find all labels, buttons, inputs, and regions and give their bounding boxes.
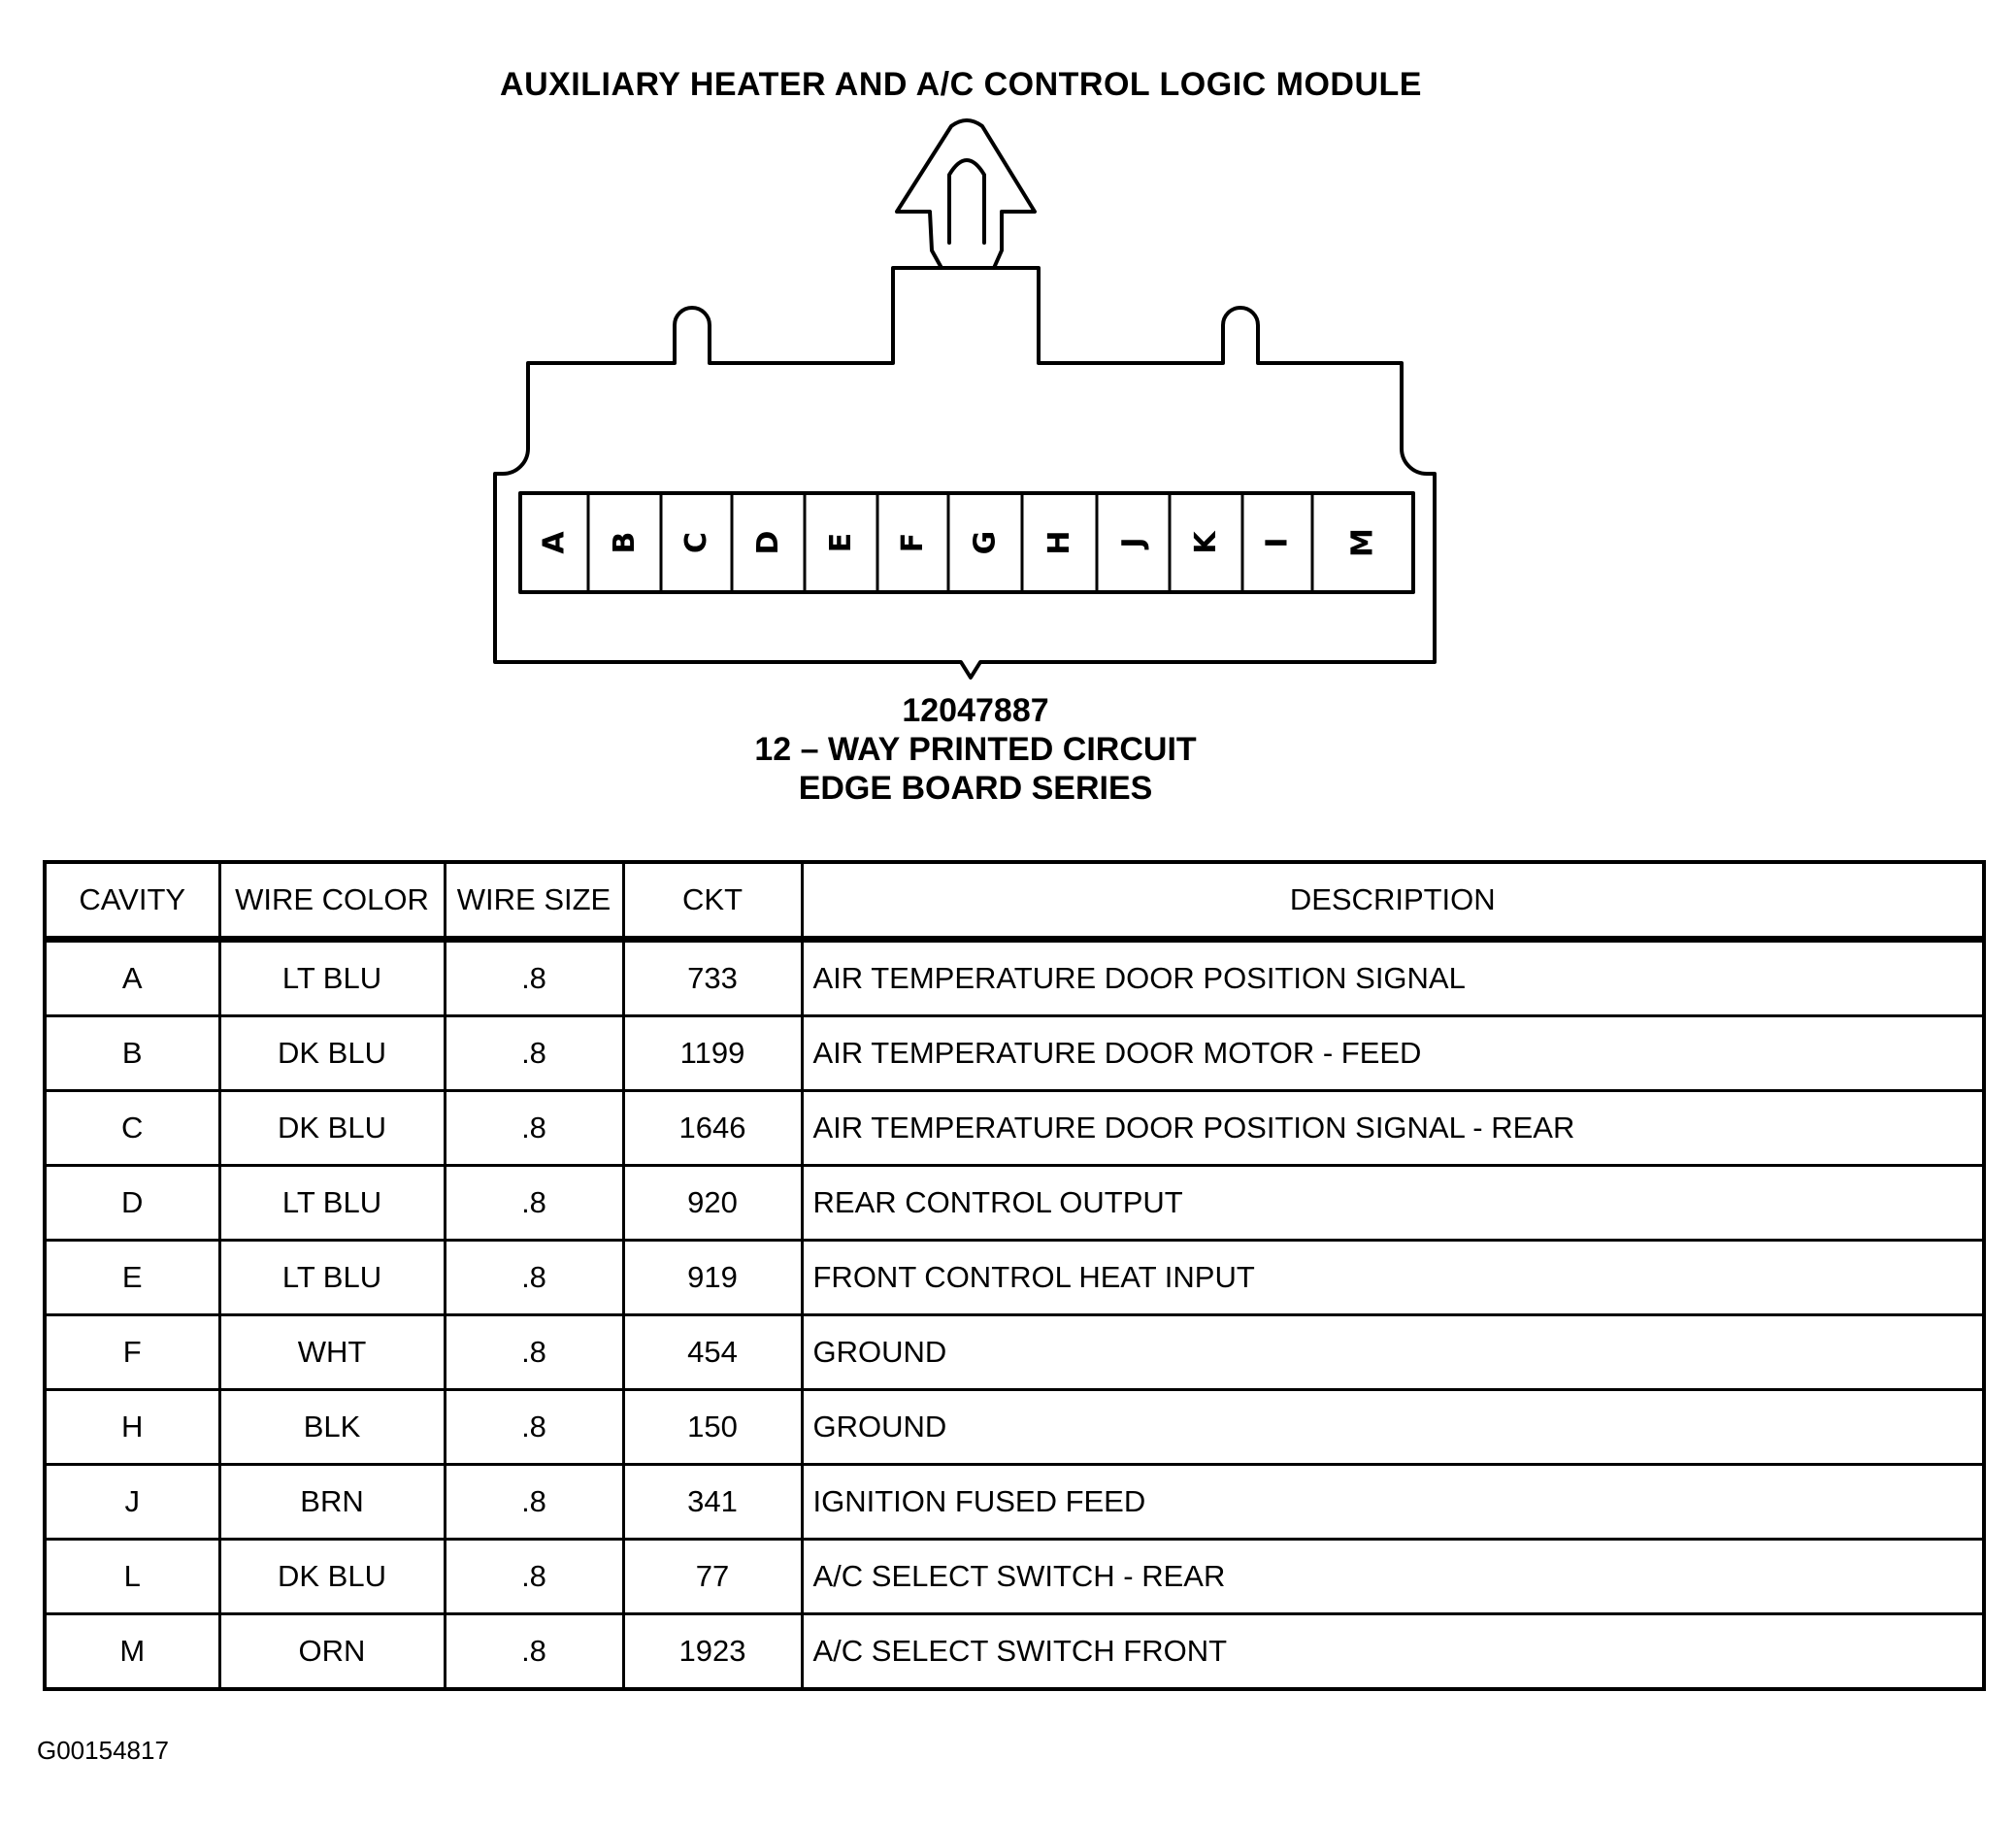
cell-description: AIR TEMPERATURE DOOR POSITION SIGNAL - REAR (802, 1091, 1984, 1166)
pin-label: G (968, 530, 1003, 555)
table-row (45, 940, 1984, 1016)
cell-ckt: 920 (623, 1166, 802, 1241)
cell-cavity: F (45, 1315, 219, 1390)
cell-wire-color: BRN (219, 1465, 445, 1540)
cell-cavity: D (45, 1166, 219, 1241)
pin-label: A (537, 531, 572, 554)
pin-label: I (1260, 537, 1295, 548)
cell-description: A/C SELECT SWITCH - REAR (802, 1540, 1984, 1614)
pin-label: H (1042, 530, 1076, 555)
cell-wire-color: LT BLU (219, 1166, 445, 1241)
cell-wire-color: DK BLU (219, 1091, 445, 1166)
cell-wire-color: DK BLU (219, 1016, 445, 1091)
cell-cavity: B (45, 1016, 219, 1091)
cell-description: GROUND (802, 1315, 1984, 1390)
pin-label: M (1345, 528, 1380, 557)
pin-label: K (1189, 531, 1223, 554)
cell-cavity: J (45, 1465, 219, 1540)
cell-description: REAR CONTROL OUTPUT (802, 1166, 1984, 1241)
cell-wire-size: .8 (445, 1241, 623, 1315)
cell-cavity: M (45, 1614, 219, 1690)
cell-cavity: A (45, 940, 219, 1016)
cell-wire-size: .8 (445, 940, 623, 1016)
cell-wire-size: .8 (445, 1016, 623, 1091)
cell-description: FRONT CONTROL HEAT INPUT (802, 1241, 1984, 1315)
cell-wire-color: WHT (219, 1315, 445, 1390)
cell-cavity: E (45, 1241, 219, 1315)
cell-wire-size: .8 (445, 1390, 623, 1465)
cell-description: AIR TEMPERATURE DOOR POSITION SIGNAL (802, 940, 1984, 1016)
table-row (45, 1614, 1984, 1690)
cell-wire-color: LT BLU (219, 1241, 445, 1315)
header-cavity: CAVITY (45, 862, 219, 940)
locking-tab-outer (897, 120, 1035, 268)
cell-wire-color: LT BLU (219, 940, 445, 1016)
pin-label: F (896, 532, 930, 553)
cell-wire-size: .8 (445, 1540, 623, 1614)
connector-type-line2: EDGE BOARD SERIES (798, 770, 1153, 807)
figure-id: G00154817 (37, 1736, 169, 1765)
pin-label: J (1116, 537, 1150, 548)
cell-cavity: C (45, 1091, 219, 1166)
cell-cavity: L (45, 1540, 219, 1614)
diagram-title: AUXILIARY HEATER AND A/C CONTROL LOGIC MODULE (500, 66, 1422, 103)
cell-wire-size: .8 (445, 1614, 623, 1690)
cell-ckt: 1199 (623, 1016, 802, 1091)
table-row (45, 1390, 1984, 1465)
table-row (45, 1241, 1984, 1315)
header-ckt: CKT (623, 862, 802, 940)
cell-ckt: 341 (623, 1465, 802, 1540)
connector-caption (0, 691, 1951, 808)
cell-wire-size: .8 (445, 1315, 623, 1390)
connector-drawing (0, 0, 2016, 699)
pin-label: C (679, 531, 713, 554)
cell-cavity: H (45, 1390, 219, 1465)
cell-ckt: 919 (623, 1241, 802, 1315)
table-row (45, 1091, 1984, 1166)
cell-wire-color: BLK (219, 1390, 445, 1465)
connector-housing (495, 268, 1435, 678)
cell-ckt: 1923 (623, 1614, 802, 1690)
table-row (45, 1166, 1984, 1241)
cell-wire-size: .8 (445, 1465, 623, 1540)
pin-label: D (751, 530, 785, 555)
table-header-row (45, 862, 1984, 940)
connector-type-line1: 12 – WAY PRINTED CIRCUIT (754, 731, 1197, 768)
pin-label: E (824, 532, 858, 553)
table-row (45, 1540, 1984, 1614)
cell-description: AIR TEMPERATURE DOOR MOTOR - FEED (802, 1016, 1984, 1091)
cell-description: GROUND (802, 1390, 1984, 1465)
locking-tab-inner (949, 160, 984, 243)
cell-ckt: 733 (623, 940, 802, 1016)
cell-ckt: 1646 (623, 1091, 802, 1166)
header-wire-color: WIRE COLOR (219, 862, 445, 940)
pinout-table (43, 860, 1986, 1691)
table-row (45, 1465, 1984, 1540)
cell-wire-color: DK BLU (219, 1540, 445, 1614)
table-row (45, 1315, 1984, 1390)
header-wire-size: WIRE SIZE (445, 862, 623, 940)
part-number: 12047887 (902, 692, 1049, 729)
cell-ckt: 77 (623, 1540, 802, 1614)
pin-label: B (608, 531, 642, 554)
cell-wire-size: .8 (445, 1166, 623, 1241)
cell-wire-color: ORN (219, 1614, 445, 1690)
cell-ckt: 150 (623, 1390, 802, 1465)
cell-wire-size: .8 (445, 1091, 623, 1166)
cell-description: A/C SELECT SWITCH FRONT (802, 1614, 1984, 1690)
cell-description: IGNITION FUSED FEED (802, 1465, 1984, 1540)
table-row (45, 1016, 1984, 1091)
header-description: DESCRIPTION (802, 862, 1984, 940)
cell-ckt: 454 (623, 1315, 802, 1390)
